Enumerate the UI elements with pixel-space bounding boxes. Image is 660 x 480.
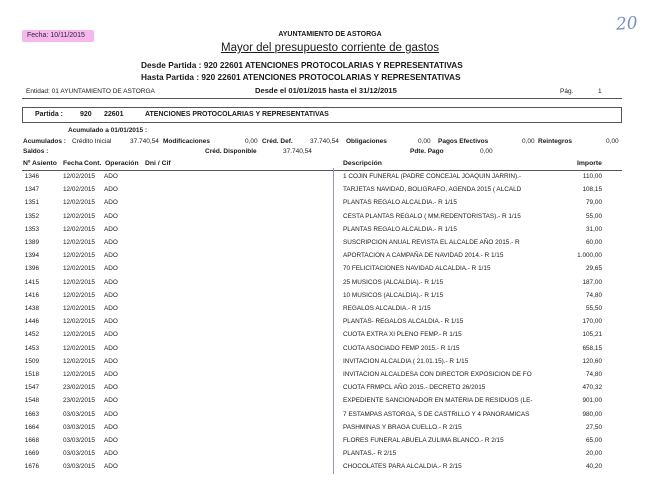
pdte-pago-value: 0,00 bbox=[480, 148, 493, 155]
description: PASHMINAS Y BRAGA CUELLO.- R 2/15 bbox=[343, 423, 462, 431]
table-row bbox=[0, 173, 660, 185]
col-header-descripcion: Descripción bbox=[343, 160, 382, 167]
operation-code: ADO bbox=[104, 357, 118, 365]
modificaciones-label: Modificaciones bbox=[163, 138, 210, 145]
handwritten-page-number: 20 bbox=[615, 13, 639, 35]
description: EXPEDIENTE SANCIONADOR EN MATERIA DE RESIDUOS (LE- bbox=[343, 397, 533, 405]
asiento-number: 1346 bbox=[24, 173, 39, 180]
table-row bbox=[0, 292, 660, 304]
operation-code: ADO bbox=[104, 239, 118, 246]
amount: 79,00 bbox=[586, 199, 602, 207]
partida-name: ATENCIONES PROTOCOLARIAS Y REPRESENTATIVAS bbox=[145, 111, 329, 118]
entry-date: 12/02/2015 bbox=[63, 252, 95, 260]
operation-code: ADO bbox=[104, 423, 118, 431]
description: APORTACION A CAMPAÑA DE NAVIDAD 2014.- R 1/15 bbox=[343, 252, 504, 260]
operation-code: ADO bbox=[104, 384, 118, 392]
asiento-number: 1416 bbox=[24, 291, 39, 299]
operation-code: ADO bbox=[104, 397, 118, 405]
entry-date: 12/02/2015 bbox=[63, 305, 95, 312]
table-row bbox=[0, 252, 660, 264]
pdte-pago-label: Pdte. Pago bbox=[410, 148, 444, 155]
entry-date: 23/02/2015 bbox=[63, 397, 95, 405]
entry-date: 12/02/2015 bbox=[63, 173, 95, 180]
description: 1 COJIN FUNERAL (PADRE CONCEJAL JOAQUIN JARRIN).- bbox=[343, 173, 522, 180]
modificaciones-value: 0,00 bbox=[245, 138, 258, 145]
report-date: Fecha: 10/11/2015 bbox=[27, 32, 85, 39]
table-row bbox=[0, 239, 660, 251]
table-row bbox=[0, 265, 660, 277]
asiento-number: 1548 bbox=[24, 397, 39, 405]
asiento-number: 1351 bbox=[24, 199, 39, 207]
amount: 27,50 bbox=[586, 423, 602, 431]
entry-date: 03/03/2015 bbox=[63, 437, 95, 444]
entry-date: 12/02/2015 bbox=[63, 225, 95, 233]
amount: 901,00 bbox=[582, 397, 602, 405]
partida-code-1: 920 bbox=[80, 111, 92, 118]
cred-def-label: Créd. Def. bbox=[262, 138, 293, 145]
description: SUSCRIPCION ANUAL REVISTA EL ALCALDE AÑO 2015.- R bbox=[343, 239, 520, 246]
description: REGALOS ALCALDIA.- R 1/15 bbox=[343, 305, 431, 312]
col-header-cont: Cont. bbox=[84, 160, 102, 167]
entry-date: 12/02/2015 bbox=[63, 239, 95, 246]
operation-code: ADO bbox=[104, 265, 118, 273]
entry-date: 12/02/2015 bbox=[63, 212, 95, 220]
description: PLANTAS- REGALOS ALCALDIA.- R 1/15 bbox=[343, 318, 464, 326]
description: CUOTA EXTRA XI PLENO FEMP.- R 1/15 bbox=[343, 331, 462, 339]
reintegros-label: Reintegros bbox=[538, 138, 572, 145]
description: FLORES FUNERAL ABUELA ZULIMA BLANCO.- R 2/15 bbox=[343, 437, 504, 444]
description: PLANTAS REGALO ALCALDIA.- R 1/15 bbox=[343, 225, 457, 233]
operation-code: ADO bbox=[104, 252, 118, 260]
pagos-efectivos-value: 0,00 bbox=[522, 138, 535, 145]
operation-code: ADO bbox=[104, 437, 118, 444]
asiento-number: 1415 bbox=[24, 278, 39, 286]
asiento-number: 1663 bbox=[24, 410, 39, 418]
asiento-number: 1394 bbox=[24, 252, 39, 260]
table-row bbox=[0, 358, 660, 370]
asiento-number: 1509 bbox=[24, 357, 39, 365]
table-row bbox=[0, 318, 660, 330]
asiento-number: 1438 bbox=[24, 305, 39, 312]
amount: 110,00 bbox=[582, 173, 602, 180]
asiento-number: 1352 bbox=[24, 212, 39, 220]
operation-code: ADO bbox=[104, 371, 118, 378]
table-row bbox=[0, 345, 660, 357]
description: INVITACION ALCALDIA ( 21.01.15).- R 1/15 bbox=[343, 357, 469, 365]
asiento-number: 1389 bbox=[24, 239, 39, 246]
entry-date: 12/02/2015 bbox=[63, 331, 95, 339]
asiento-number: 1347 bbox=[24, 186, 39, 194]
asiento-number: 1453 bbox=[24, 344, 39, 352]
description: 7 ESTAMPAS ASTORGA, 5 DE CASTRILLO Y 4 PANORAMICAS bbox=[343, 410, 530, 418]
operation-code: ADO bbox=[104, 278, 118, 286]
organization-name: AYUNTAMIENTO DE ASTORGA bbox=[278, 31, 382, 38]
operation-code: ADO bbox=[104, 450, 118, 458]
operation-code: ADO bbox=[104, 186, 118, 194]
table-row bbox=[0, 199, 660, 211]
description: 70 FELICITACIONES NAVIDAD ALCALDIA.- R 1/15 bbox=[343, 265, 491, 273]
description: INVITACION ALCALDESA CON DIRECTOR EXPOSICION DE FO bbox=[343, 371, 532, 378]
table-row bbox=[0, 411, 660, 423]
page-number: 1 bbox=[598, 88, 602, 95]
entry-date: 03/03/2015 bbox=[63, 463, 95, 471]
description: PLANTAS REGALO ALCALDIA.- R 1/15 bbox=[343, 199, 457, 207]
asiento-number: 1547 bbox=[24, 384, 39, 392]
asiento-number: 1518 bbox=[24, 371, 39, 378]
amount: 1.000,00 bbox=[577, 252, 602, 260]
table-row bbox=[0, 226, 660, 238]
amount: 980,00 bbox=[582, 410, 602, 418]
asiento-number: 1446 bbox=[24, 318, 39, 326]
pagos-efectivos-label: Pagos Efectivos bbox=[438, 138, 489, 145]
asiento-number: 1669 bbox=[24, 450, 39, 458]
entry-date: 03/03/2015 bbox=[63, 450, 95, 458]
description: TARJETAS NAVIDAD, BOLIGRAFO, AGENDA 2015 ( ALCALD bbox=[343, 186, 522, 194]
operation-code: ADO bbox=[104, 305, 118, 312]
table-row bbox=[0, 424, 660, 436]
entry-date: 12/02/2015 bbox=[63, 278, 95, 286]
entry-date: 12/02/2015 bbox=[63, 186, 95, 194]
amount: 20,00 bbox=[586, 450, 602, 458]
asiento-number: 1353 bbox=[24, 225, 39, 233]
col-header-asiento: Nº Asiento bbox=[23, 160, 57, 167]
entry-date: 12/02/2015 bbox=[63, 265, 95, 273]
asiento-number: 1664 bbox=[24, 423, 39, 431]
hasta-partida: Hasta Partida : 920 22601 ATENCIONES PROTOCOLARIAS Y REPRESENTATIVAS bbox=[141, 72, 461, 82]
col-header-importe: Importe bbox=[577, 160, 602, 167]
entry-date: 03/03/2015 bbox=[63, 410, 95, 418]
table-row bbox=[0, 279, 660, 291]
description: CHOCOLATES PARA ALCALDIA.- R 2/15 bbox=[343, 463, 462, 471]
table-row bbox=[0, 437, 660, 449]
operation-code: ADO bbox=[104, 212, 118, 220]
credito-inicial-value: 37.740,54 bbox=[130, 138, 159, 145]
entry-date: 12/02/2015 bbox=[63, 344, 95, 352]
table-row bbox=[0, 450, 660, 462]
entidad: Entidad: 01 AYUNTAMIENTO DE ASTORGA bbox=[26, 88, 155, 95]
col-header-fecha: Fecha bbox=[63, 160, 83, 167]
acumulados-label: Acumulados : bbox=[23, 138, 66, 145]
acumulado-title: Acumulado a 01/01/2015 : bbox=[68, 127, 148, 134]
col-header-operacion: Operación bbox=[105, 160, 139, 167]
partida-code-2: 22601 bbox=[104, 111, 124, 118]
amount: 60,00 bbox=[586, 239, 602, 246]
partida-label: Partida : bbox=[35, 111, 64, 118]
entry-date: 12/02/2015 bbox=[63, 318, 95, 326]
saldos-label: Saldos : bbox=[23, 148, 49, 155]
description: CUOTA ASOCIADO FEMP 2015.- R 1/15 bbox=[343, 344, 460, 352]
amount: 40,20 bbox=[586, 463, 602, 471]
table-row bbox=[0, 463, 660, 475]
asiento-number: 1676 bbox=[24, 463, 39, 471]
amount: 29,65 bbox=[586, 265, 602, 273]
amount: 120,60 bbox=[582, 357, 602, 365]
operation-code: ADO bbox=[104, 331, 118, 339]
table-row bbox=[0, 384, 660, 396]
description: CUOTA FRMPCL AÑO 2015.- DECRETO 26/2015 bbox=[343, 384, 486, 392]
period: Desde el 01/01/2015 hasta el 31/12/2015 bbox=[255, 86, 397, 95]
description: 10 MUSICOS (ALCALDIA).- R 1/15 bbox=[343, 291, 444, 299]
operation-code: ADO bbox=[104, 173, 118, 180]
amount: 108,15 bbox=[582, 186, 602, 194]
report-title: Mayor del presupuesto corriente de gastos bbox=[221, 42, 439, 54]
entry-date: 03/03/2015 bbox=[63, 423, 95, 431]
desde-partida: Desde Partida : 920 22601 ATENCIONES PROTOCOLARIAS Y REPRESENTATIVAS bbox=[141, 60, 463, 70]
description: 25 MUSICOS (ALCALDIA).- R 1/15 bbox=[343, 278, 444, 286]
table-row bbox=[0, 186, 660, 198]
operation-code: ADO bbox=[104, 344, 118, 352]
amount: 105,21 bbox=[582, 331, 602, 339]
amount: 658,15 bbox=[582, 344, 602, 352]
reintegros-value: 0,00 bbox=[606, 138, 619, 145]
operation-code: ADO bbox=[104, 291, 118, 299]
cred-disponible-value: 37.740,54 bbox=[283, 148, 312, 155]
table-row bbox=[0, 371, 660, 383]
cred-disponible-label: Créd. Disponible bbox=[205, 148, 257, 155]
operation-code: ADO bbox=[104, 463, 118, 471]
entry-date: 12/02/2015 bbox=[63, 291, 95, 299]
amount: 55,50 bbox=[586, 305, 602, 312]
table-header-divider bbox=[22, 170, 622, 171]
header-divider bbox=[22, 98, 622, 99]
entry-date: 12/02/2015 bbox=[63, 199, 95, 207]
amount: 65,00 bbox=[586, 437, 602, 444]
entry-date: 12/02/2015 bbox=[63, 371, 95, 378]
table-row bbox=[0, 397, 660, 409]
credito-inicial-label: Crédito Inicial bbox=[72, 138, 112, 145]
amount: 74,80 bbox=[586, 291, 602, 299]
amount: 74,80 bbox=[586, 371, 602, 378]
asiento-number: 1452 bbox=[24, 331, 39, 339]
description: CESTA PLANTAS REGALO ( MM.REDENTORISTAS).- R 1/15 bbox=[343, 212, 521, 220]
amount: 170,00 bbox=[582, 318, 602, 326]
table-row bbox=[0, 305, 660, 317]
description: PLANTAS.- R 2/15 bbox=[343, 450, 397, 458]
table-row bbox=[0, 331, 660, 343]
obligaciones-value: 0,00 bbox=[418, 138, 431, 145]
asiento-number: 1668 bbox=[24, 437, 39, 444]
page-label: Pág. bbox=[560, 88, 574, 95]
obligaciones-label: Obligaciones bbox=[346, 138, 387, 145]
operation-code: ADO bbox=[104, 199, 118, 207]
col-header-dni: Dni / Cif bbox=[145, 160, 171, 167]
amount: 55,00 bbox=[586, 212, 602, 220]
asiento-number: 1396 bbox=[24, 265, 39, 273]
operation-code: ADO bbox=[104, 225, 118, 233]
amount: 470,32 bbox=[582, 384, 602, 392]
operation-code: ADO bbox=[104, 410, 118, 418]
entry-date: 12/02/2015 bbox=[63, 357, 95, 365]
operation-code: ADO bbox=[104, 318, 118, 326]
entry-date: 23/02/2015 bbox=[63, 384, 95, 392]
table-row bbox=[0, 213, 660, 225]
amount: 31,00 bbox=[586, 225, 602, 233]
amount: 187,00 bbox=[582, 278, 602, 286]
cred-def-value: 37.740,54 bbox=[310, 138, 339, 145]
